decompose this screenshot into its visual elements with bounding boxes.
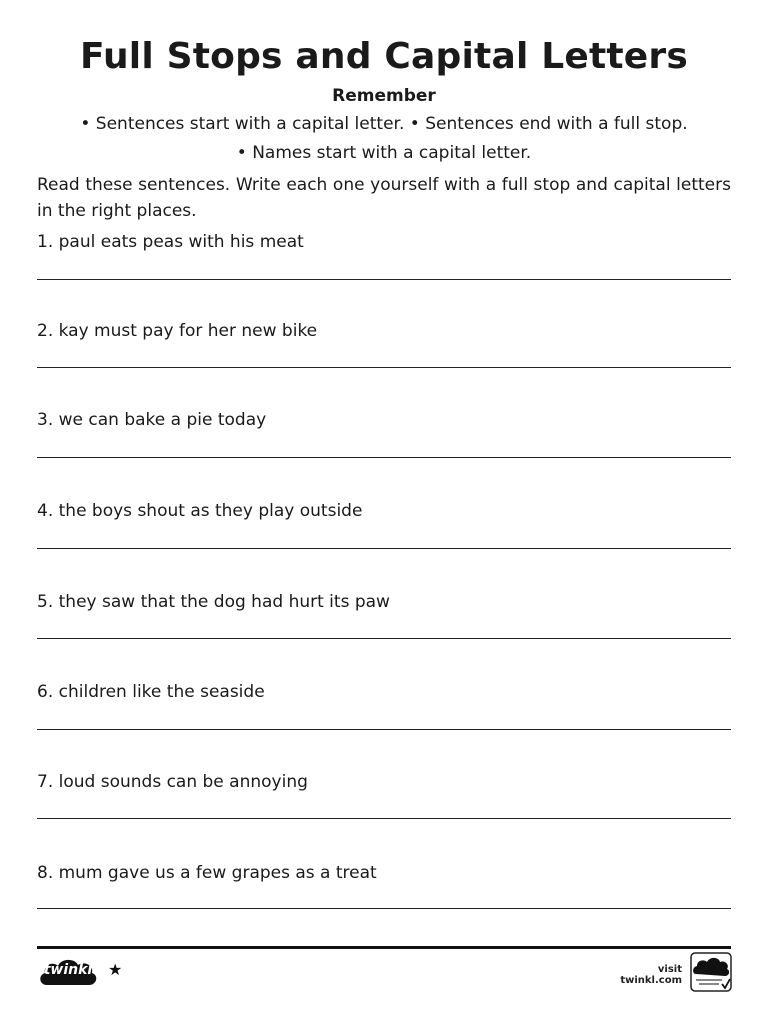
question-4: 4. the boys shout as they play outside bbox=[37, 501, 363, 521]
remember-heading: Remember bbox=[332, 86, 436, 106]
question-5: 5. they saw that the dog had hurt its paw bbox=[37, 592, 390, 612]
visit-link[interactable]: visit twinkl.com bbox=[620, 964, 682, 986]
question-3: 3. we can bake a pie today bbox=[37, 410, 267, 430]
question-1: 1. paul eats peas with his meat bbox=[37, 232, 304, 252]
question-6: 6. children like the seaside bbox=[37, 682, 265, 702]
badge-icon bbox=[690, 952, 732, 992]
star-icon: ★ bbox=[108, 960, 123, 979]
answer-line-2[interactable] bbox=[37, 367, 731, 368]
question-7: 7. loud sounds can be annoying bbox=[37, 772, 308, 792]
answer-line-1[interactable] bbox=[37, 279, 731, 280]
answer-line-3[interactable] bbox=[37, 457, 731, 458]
footer-divider bbox=[37, 946, 731, 949]
rule-line-1: • Sentences start with a capital letter. • Sentences end with a full stop. bbox=[80, 114, 688, 134]
answer-line-7[interactable] bbox=[37, 818, 731, 819]
answer-line-6[interactable] bbox=[37, 729, 731, 730]
question-2: 2. kay must pay for her new bike bbox=[37, 321, 318, 341]
logo-text: twinkl bbox=[43, 962, 93, 978]
page-title: Full Stops and Capital Letters bbox=[79, 36, 689, 77]
instructions: Read these sentences. Write each one yourself with a full stop and capital letters in the right places. bbox=[37, 175, 731, 221]
answer-line-5[interactable] bbox=[37, 638, 731, 639]
question-8: 8. mum gave us a few grapes as a treat bbox=[37, 863, 377, 883]
answer-line-8[interactable] bbox=[37, 908, 731, 909]
twinkl-logo[interactable] bbox=[37, 955, 99, 989]
quality-badge bbox=[690, 952, 732, 992]
rule-line-2: • Names start with a capital letter. bbox=[236, 143, 532, 163]
answer-line-4[interactable] bbox=[37, 548, 731, 549]
